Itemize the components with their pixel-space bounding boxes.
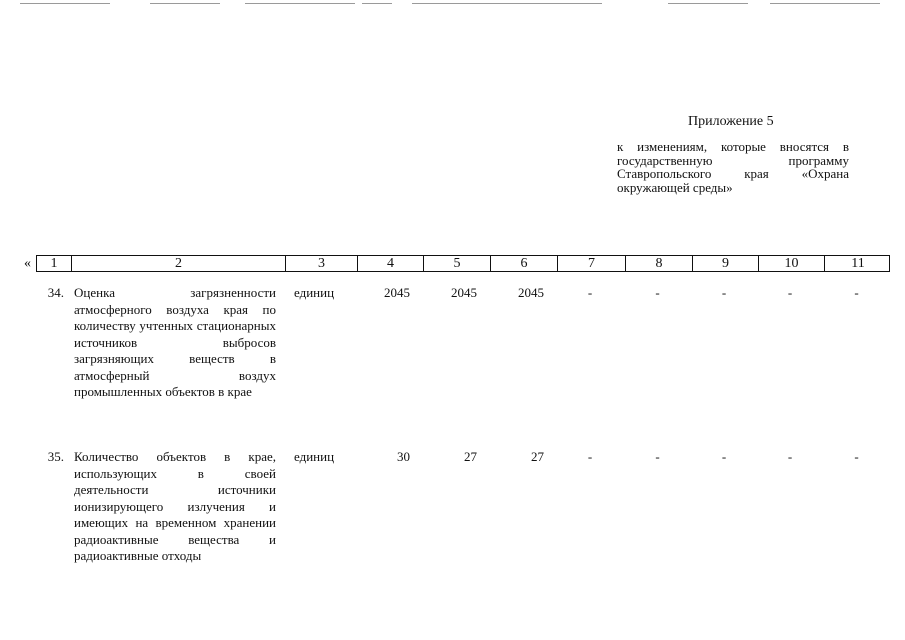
header-cell: 2: [71, 256, 285, 271]
table-row: [36, 449, 890, 565]
value-col-7: -: [587, 285, 593, 300]
header-cell: 1: [50, 256, 58, 271]
header-cell: 8: [625, 256, 692, 271]
row-number: 35.: [47, 449, 64, 464]
value-col-5: 2045: [451, 285, 477, 300]
header-cell: 9: [692, 256, 758, 271]
value-col-9: -: [721, 449, 727, 464]
value-col-6: 2045: [518, 285, 544, 300]
appendix-description: к изменениям, которые вносятся в государственную программу Ставропольского края «Охрана окружающей среды»: [617, 139, 849, 195]
value-col-5: 27: [464, 449, 477, 464]
header-cell: 5: [423, 256, 490, 271]
header-cell: 10: [758, 256, 824, 271]
indicator-name: Оценка загрязненности атмосферного воздуха края по количеству учтенных стационарных источников выбросов загрязняющих веществ в атмосферный воздух промышленных объектов в крае: [74, 285, 276, 399]
value-col-8: -: [655, 285, 660, 300]
scan-artifact-line: [0, 3, 905, 7]
value-col-7: -: [587, 449, 593, 464]
open-quote-mark: «: [24, 256, 31, 271]
value-col-11: -: [854, 285, 859, 300]
value-col-11: -: [854, 449, 859, 464]
indicator-name: Количество объектов в крае, использующих в своей деятельности источники ионизирующего излучения и имеющих на временном хранении радиоактивные вещества и радиоактивные отходы: [74, 449, 276, 563]
header-cell: 6: [490, 256, 557, 271]
appendix-title: Приложение 5: [688, 114, 774, 129]
unit-of-measure: единиц: [294, 449, 335, 464]
value-col-6: 27: [531, 449, 544, 464]
value-col-4: 30: [397, 449, 410, 464]
row-number: 34.: [47, 285, 64, 300]
value-col-8: -: [655, 449, 660, 464]
header-cell: 4: [357, 256, 423, 271]
header-cell: 7: [557, 256, 625, 271]
header-cell: 3: [285, 256, 357, 271]
table-header-row: [36, 255, 890, 272]
value-col-9: -: [721, 285, 727, 300]
value-col-10: -: [787, 285, 793, 300]
value-col-10: -: [787, 449, 793, 464]
header-cell: 11: [824, 256, 891, 271]
table-row: [36, 285, 890, 401]
value-col-4: 2045: [384, 285, 410, 300]
unit-of-measure: единиц: [294, 285, 335, 300]
